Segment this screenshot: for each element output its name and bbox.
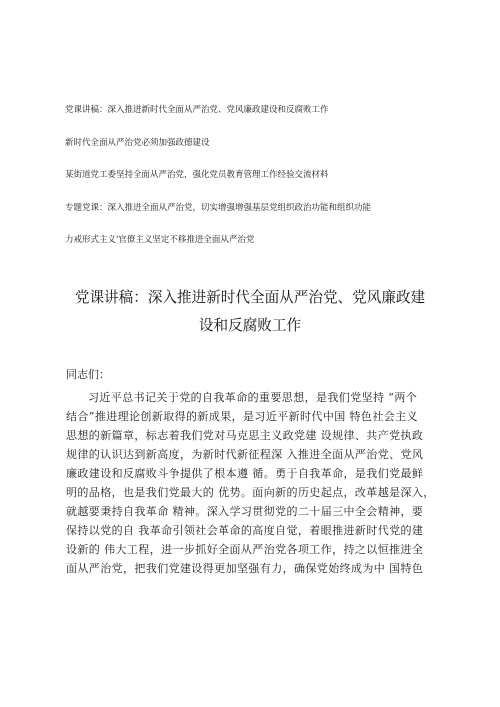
article-title-line: 设和反腐败工作 bbox=[198, 317, 302, 334]
body-line: 廉政建设和反腐败斗争提供了根本遵 循。勇于自我革命，是我们党最鲜 bbox=[66, 467, 424, 480]
body-line: 就越要秉持自我革命 精神。深入学习贯彻党的二十届三中全会精神，要 bbox=[66, 505, 424, 518]
body-line: 规律的认识达到新高度，为新时代新征程深 入推进全面从严治党、党风 bbox=[66, 448, 424, 461]
body-line: 结合”推进理论创新取得的新成果，是习近平新时代中国 特色社会主义 bbox=[66, 410, 418, 423]
article-title-line: 党课讲稿：深入推进新时代全面从严治党、党风廉政建 bbox=[74, 289, 426, 306]
table-of-contents bbox=[65, 104, 465, 267]
body-line: 设新的 伟大工程，进一步抓好全面从严治党各项工作，持之以恒推进全 bbox=[66, 543, 424, 556]
toc-item[interactable]: 党课讲稿：深入推进新时代全面从严治党、党风廉政建设和反腐败工作 bbox=[65, 105, 329, 115]
toc-item[interactable]: 专题党课：深入推进全面从严治党，切实增强增强基层党组织政治功能和组织功能 bbox=[65, 202, 372, 213]
body-line: 思想的新篇章，标志着我们党对马克思主义政党建 设规律、共产党执政 bbox=[66, 429, 424, 442]
toc-item[interactable]: 新时代全面从严治党必须加强政德建设 bbox=[65, 137, 210, 148]
body-line: 明的品格，也是我们党最大的 优势。面向新的历史起点，改革越是深入， bbox=[66, 486, 435, 499]
body-line: 保持以党的自 我革命引领社会革命的高度自觉，着眼推进新时代党的建 bbox=[66, 524, 424, 537]
salutation: 同志们： bbox=[66, 368, 110, 381]
article-body bbox=[66, 366, 448, 578]
toc-item[interactable]: 力戒形式主义'官僚主义坚定不移推进全面从严治党 bbox=[65, 235, 255, 245]
body-line: 习近平总书记关于党的自我革命的重要思想，是我们党坚持 “两个 bbox=[88, 391, 418, 404]
article-title bbox=[40, 284, 460, 340]
toc-item[interactable]: 某街道党工委坚持全面从严治党，强化党员教育管理工作经验交流材料 bbox=[65, 170, 329, 180]
body-line: 面从严治党，把我们党建设得更加坚强有力，确保党始终成为中 国特色 bbox=[66, 562, 424, 575]
